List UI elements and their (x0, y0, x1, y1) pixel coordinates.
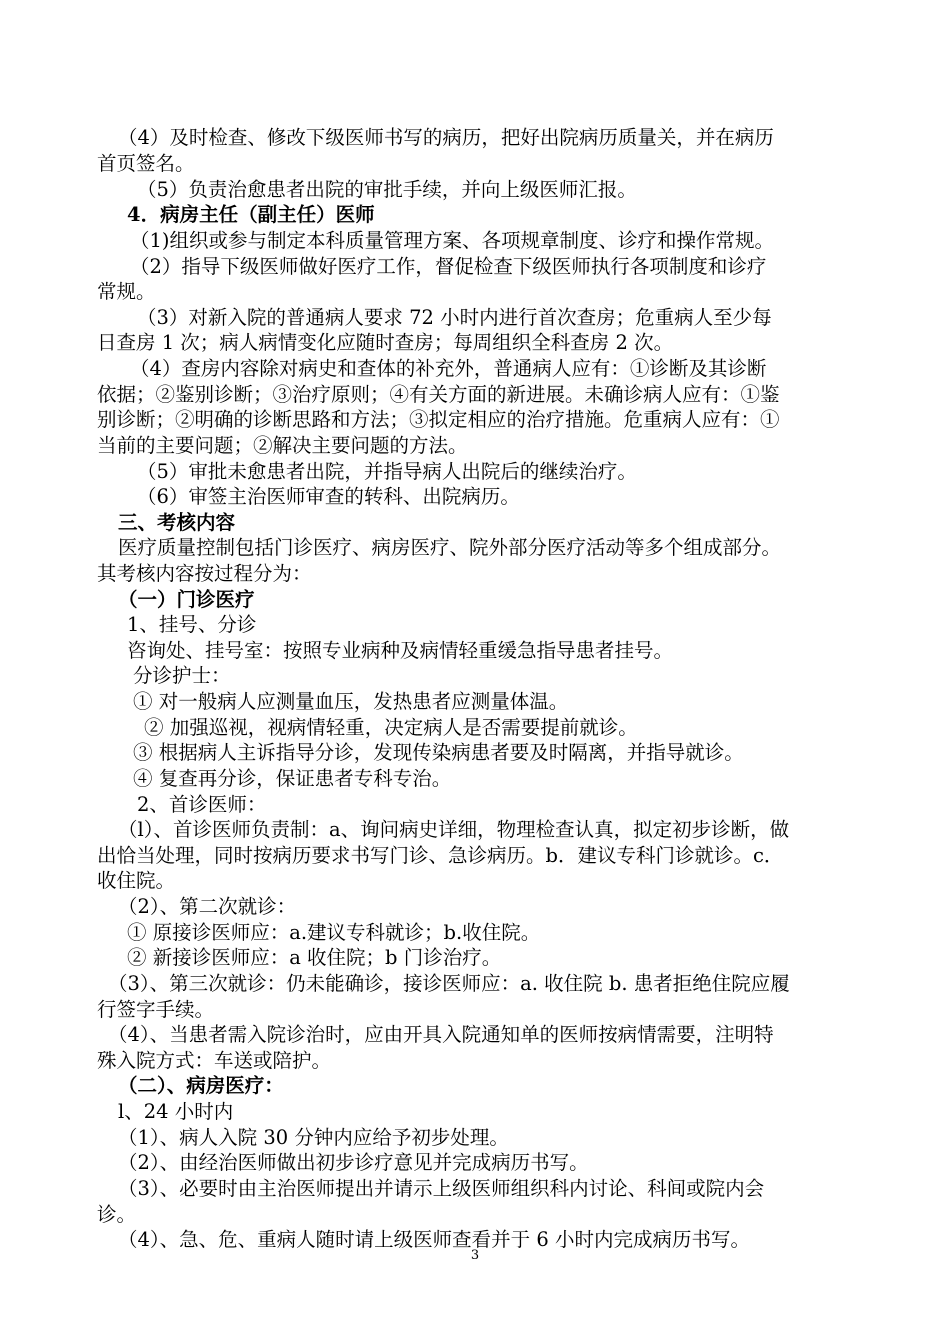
list-item: ② 新接诊医师应：a 收住院；b 门诊治疗。 (127, 946, 502, 969)
list-item: ① 原接诊医师应：a.建议专科就诊；b.收住院。 (127, 921, 541, 944)
text-line: 诊。 (97, 1203, 137, 1226)
text-line: （1）、病人入院 30 分钟内应给予初步处理。 (118, 1126, 509, 1149)
text-line: 分诊护士： (133, 664, 231, 687)
text-line: 别诊断；②明确的诊断思路和方法；③拟定相应的治疗措施。危重病人应有：① (97, 408, 780, 431)
text-line: 依据；②鉴别诊断；③治疗原则；④有关方面的新进展。未确诊病人应有：①鉴 (97, 383, 780, 406)
section-heading: 三、考核内容 (118, 511, 236, 534)
section-heading: （一）门诊医疗 (118, 588, 255, 611)
text-line: （5）负责治愈患者出院的审批手续，并向上级医师汇报。 (137, 178, 637, 201)
text-line: 收住院。 (97, 869, 176, 892)
section-heading: （二）、病房医疗： (118, 1074, 284, 1097)
text-line: 首页签名。 (97, 152, 195, 175)
text-line: （6）审签主治医师审查的转科、出院病历。 (137, 485, 520, 508)
text-line: 殊入院方式：车送或陪护。 (97, 1049, 332, 1072)
list-item: ④ 复查再分诊，保证患者专科专治。 (133, 767, 452, 790)
text-line: 其考核内容按过程分为： (97, 562, 312, 585)
text-line: （4）、急、危、重病人随时请上级医师查看并于 6 小时内完成病历书写。 (118, 1228, 750, 1251)
text-line: （3）、必要时由主治医师提出并请示上级医师组织科内讨论、科间或院内会 (118, 1177, 765, 1200)
text-line: 医疗质量控制包括门诊医疗、病房医疗、院外部分医疗活动等多个组成部分。 (118, 536, 782, 559)
list-item: ③ 根据病人主诉指导分诊，发现传染病患者要及时隔离，并指导就诊。 (133, 741, 744, 764)
text-line: （3）对新入院的普通病人要求 72 小时内进行首次查房；危重病人至少每 (137, 306, 772, 329)
text-line: （l）、首诊医师负责制：a、询问病史详细，物理检查认真，拟定初步诊断，做 (118, 818, 790, 841)
text-line: 日查房 1 次；病人病情变化应随时查房；每周组织全科查房 2 次。 (97, 331, 674, 354)
text-line: l、24 小时内 (118, 1100, 234, 1123)
text-line: （5）审批未愈患者出院，并指导病人出院后的继续治疗。 (137, 460, 637, 483)
list-item: ① 对一般病人应测量血压，发热患者应测量体温。 (133, 690, 569, 713)
text-line: 1、挂号、分诊 (127, 613, 257, 636)
text-line: 出恰当处理，同时按病历要求书写门诊、急诊病历。b．建议专科门诊就诊。c． (97, 844, 784, 867)
text-line: 咨询处、挂号室：按照专业病种及病情轻重缓急指导患者挂号。 (127, 639, 674, 662)
text-line: 2、首诊医师： (137, 793, 267, 816)
text-line: （4）及时检查、修改下级医师书写的病历，把好出院病历质量关，并在病历 (118, 126, 774, 149)
page-number: 3 (470, 1248, 480, 1263)
text-line: （4）查房内容除对病史和查体的补充外，普通病人应有：①诊断及其诊断 (130, 357, 767, 380)
section-heading: 4．病房主任（副主任）医师 (127, 203, 375, 226)
text-line: （2）指导下级医师做好医疗工作，督促检查下级医师执行各项制度和诊疗 (130, 255, 767, 278)
text-line: （1)组织或参与制定本科质量管理方案、各项规章制度、诊疗和操作常规。 (130, 229, 775, 252)
text-line: （2）、由经治医师做出初步诊疗意见并完成病历书写。 (118, 1151, 589, 1174)
text-line: （4）、当患者需入院诊治时，应由开具入院通知单的医师按病情需要，注明特 (108, 1023, 774, 1046)
text-line: 常规。 (97, 280, 156, 303)
text-line: （2）、第二次就诊： (118, 895, 297, 918)
list-item: ② 加强巡视，视病情轻重，决定病人是否需要提前就诊。 (144, 716, 638, 739)
text-line: （3）、第三次就诊：仍未能确诊，接诊医师应：a. 收住院 b. 患者拒绝住院应履 (108, 972, 790, 995)
text-line: 当前的主要问题；②解决主要问题的方法。 (97, 434, 468, 457)
text-line: 行签字手续。 (97, 998, 215, 1021)
